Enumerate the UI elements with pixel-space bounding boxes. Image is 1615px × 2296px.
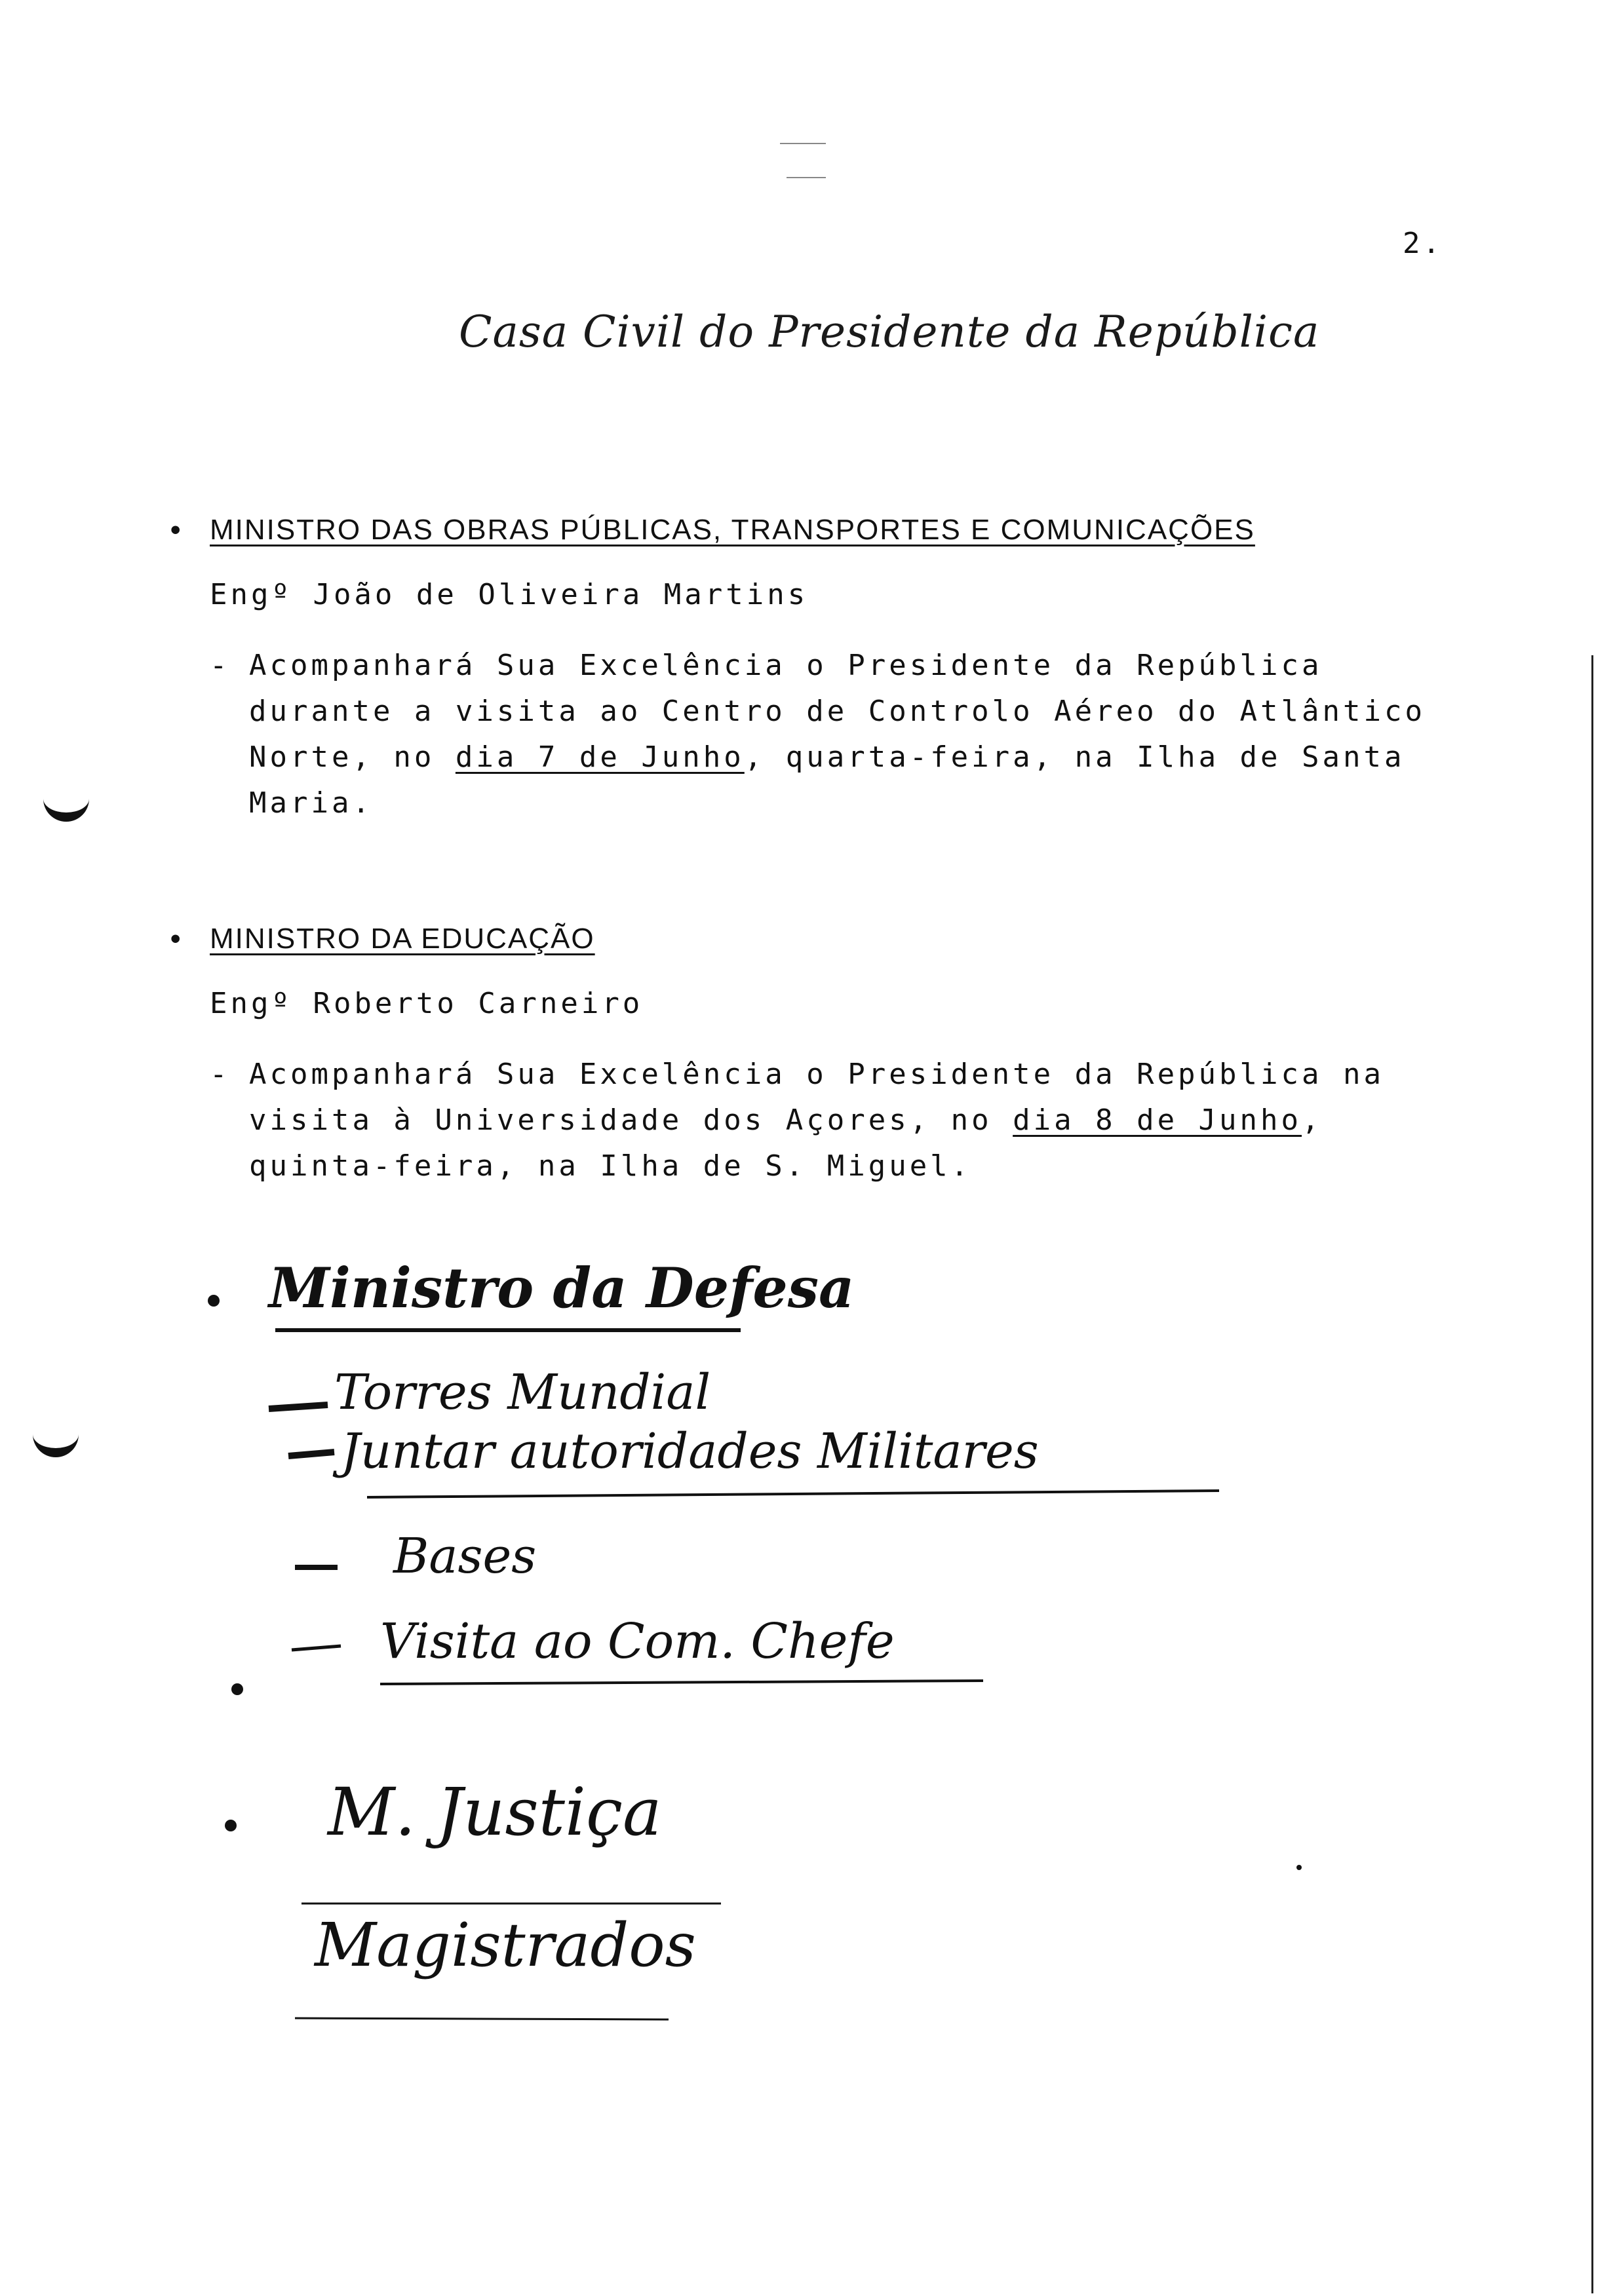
date-highlight: dia 8 de Junho [1013,1103,1302,1137]
handwritten-line: Visita ao Com. Chefe [380,1613,895,1670]
page-edge [1591,655,1593,2293]
minister-name: Engº Roberto Carneiro [210,987,644,1020]
description-part: , quinta-feira, na Ilha de S. Miguel. [249,1103,1323,1183]
bullet-icon [231,1683,243,1695]
underline [380,1681,983,1684]
page-number: 2. [1403,227,1443,260]
description-part: Acompanhará Sua Excelência o Presidente da República na visita à Universidade dos Açores, no [249,1058,1384,1137]
section-title: MINISTRO DAS OBRAS PÚBLICAS, TRANSPORTES E COMUNICAÇÕES [210,514,1255,546]
bullet-icon [225,1820,237,1831]
dash-marker [269,1405,328,1409]
minister-name: Engº João de Oliveira Martins [210,578,809,611]
bullet-icon [208,1295,220,1307]
description-part: , quarta-feira, na Ilha de Santa Maria. [249,740,1405,820]
dash-marker [292,1646,341,1650]
dash-marker: - [210,649,231,682]
underline [295,2018,669,2019]
bullet-icon: • [170,514,182,546]
date-highlight: dia 7 de Junho [455,740,745,774]
handwritten-heading: M. Justiça [328,1774,662,1850]
handwritten-heading: Ministro da Defesa [269,1255,855,1320]
underline [367,1491,1219,1497]
dash-marker [288,1452,334,1456]
section-title: MINISTRO DA EDUCAÇÃO [210,923,595,955]
dash-marker: - [210,1058,231,1091]
handwritten-line: Torres Mundial [334,1364,711,1421]
handwritten-line: Juntar autoridades Militares [341,1423,1039,1480]
handwritten-line: Magistrados [315,1910,696,1980]
description-part: Acompanhará Sua Excelência o Presidente da República durante a visita ao Centro de Controlo Aéreo do Atlântico Norte, no [249,649,1426,774]
handwritten-line: Bases [393,1528,537,1584]
ink-dot [1296,1865,1302,1870]
letterhead: Casa Civil do Presidente da República [459,307,1320,357]
bullet-icon: • [170,923,182,955]
